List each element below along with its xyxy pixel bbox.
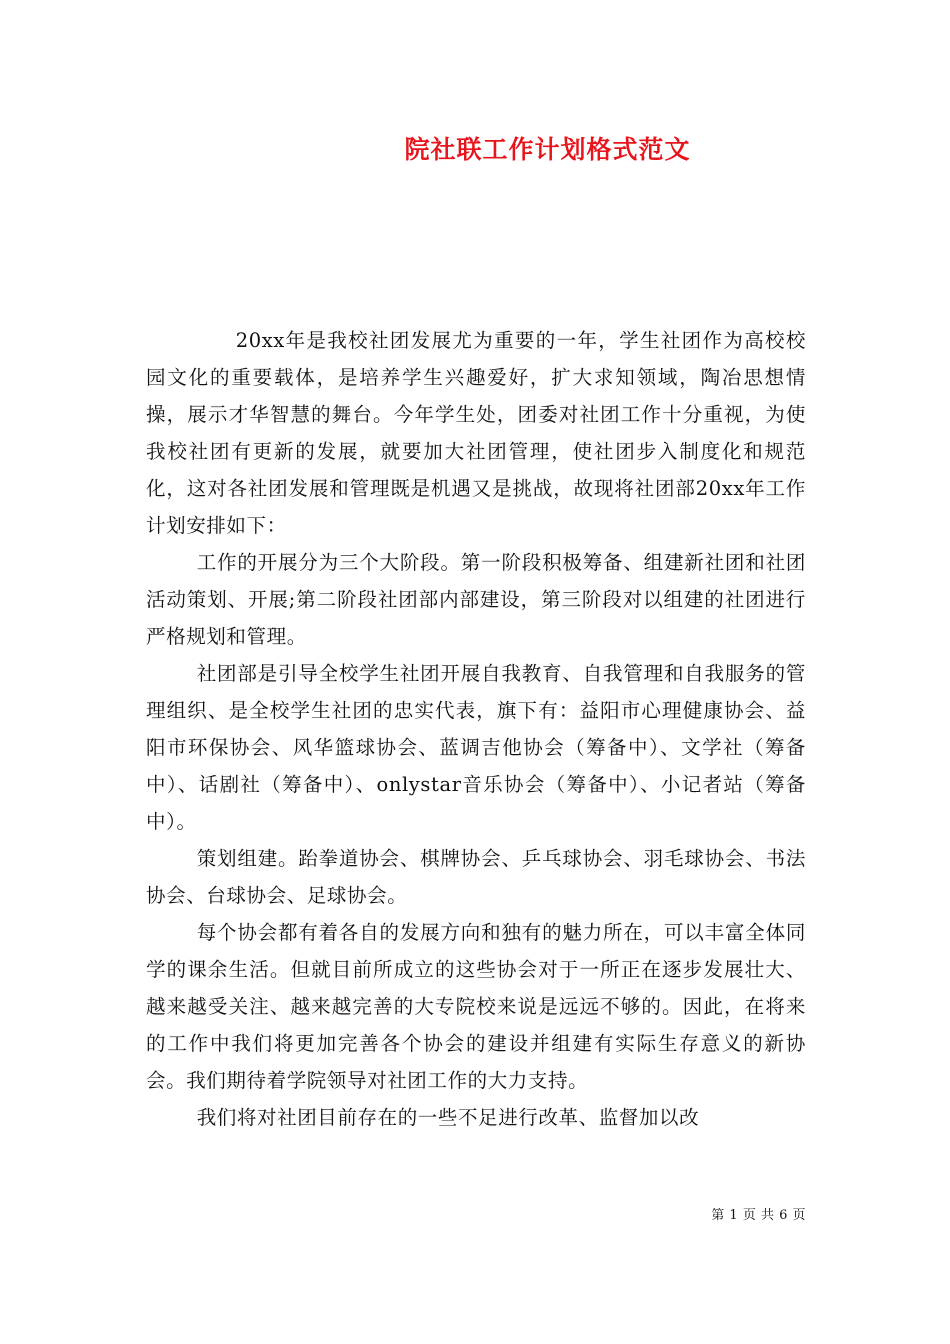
paragraph: 社团部是引导全校学生社团开展自我教育、自我管理和自我服务的管理组织、是全校学生社团的忠实代表，旗下有：益阳市心理健康协会、益阳市环保协会、风华篮球协会、蓝调吉他协会（筹备中）、文学社（筹备中）、话剧社（筹备中）、onlystar音乐协会（筹备中）、小记者站（筹备中）。 — [146, 662, 806, 833]
paragraph: 我们将对社团目前存在的一些不足进行改革、监督加以改 — [196, 1106, 700, 1129]
document-title: 院社联工作计划格式范文 — [404, 135, 691, 164]
document-body — [146, 322, 806, 1136]
paragraph: 工作的开展分为三个大阶段。第一阶段积极筹备、组建新社团和社团活动策划、开展;第二阶段社团部内部建设，第三阶段对以组建的社团进行严格规划和管理。 — [146, 551, 806, 648]
paragraph: 策划组建。跆拳道协会、棋牌协会、乒乓球协会、羽毛球协会、书法协会、台球协会、足球协会。 — [146, 847, 806, 907]
paragraph: 每个协会都有着各自的发展方向和独有的魅力所在，可以丰富全体同学的课余生活。但就目前所成立的这些协会对于一所正在逐步发展壮大、越来越受关注、越来越完善的大专院校来说是远远不够的。因此，在将来的工作中我们将更加完善各个协会的建设并组建有实际生存意义的新协会。我们期待着学院领导对社团工作的大力支持。 — [146, 921, 806, 1092]
paragraph: 20xx年是我校社团发展尤为重要的一年，学生社团作为高校校园文化的重要载体，是培养学生兴趣爱好，扩大求知领域，陶冶思想情操，展示才华智慧的舞台。今年学生处，团委对社团工作十分重视，为使我校社团有更新的发展，就要加大社团管理，使社团步入制度化和规范化，这对各社团发展和管理既是机遇又是挑战，故现将社团部20xx年工作计划安排如下： — [146, 329, 806, 537]
page-number: 第 1 页 共 6 页 — [711, 1208, 806, 1223]
